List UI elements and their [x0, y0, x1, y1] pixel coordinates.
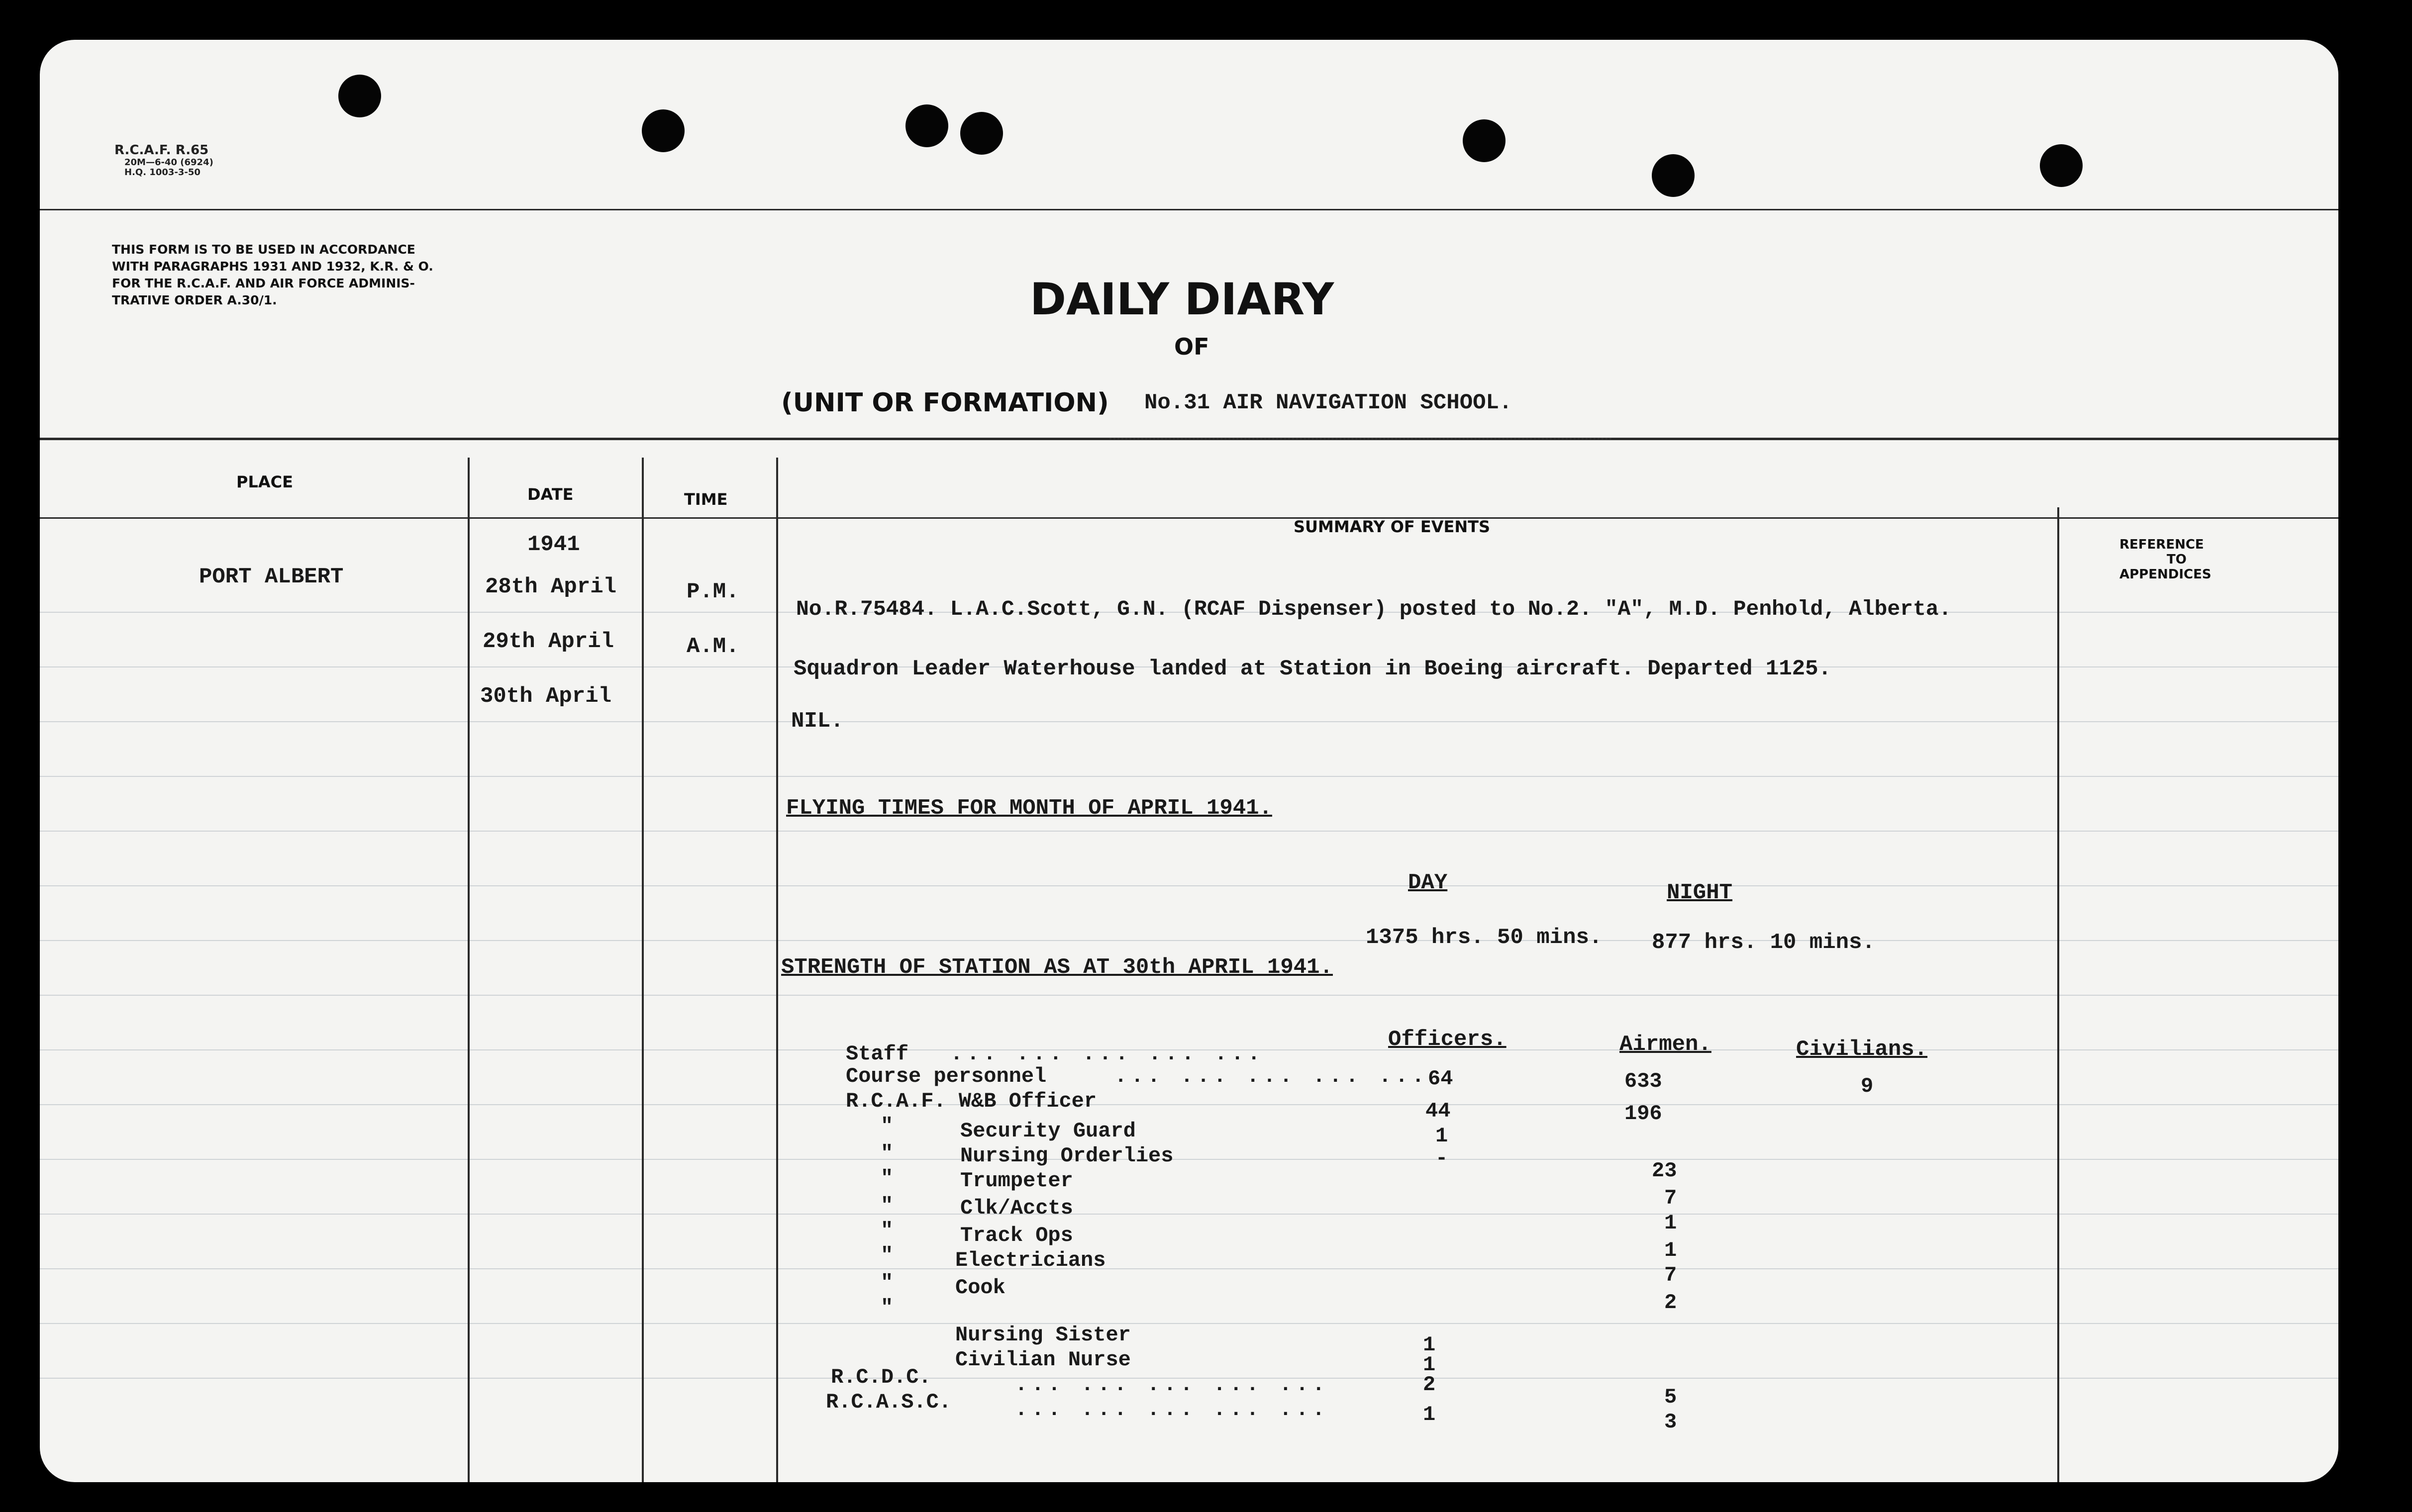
strength-airmen: 633 [1624, 1069, 1662, 1093]
strength-row-label: Electricians [955, 1248, 1106, 1272]
ruled-line [40, 721, 2338, 722]
ditto-mark: " [881, 1271, 894, 1295]
ditto-mark: " [881, 1194, 894, 1218]
usage-note-line: THIS FORM IS TO BE USED IN ACCORDANCE [112, 242, 415, 257]
strength-airmen: 7 [1664, 1263, 1677, 1287]
column-divider [776, 458, 778, 1482]
flying-times-heading: FLYING TIMES FOR MONTH OF APRIL 1941. [786, 796, 1272, 821]
ruled-line [40, 1323, 2338, 1324]
punch-hole [338, 75, 381, 117]
strength-row-label: Nursing Sister [955, 1323, 1131, 1347]
strength-officers: 1 [1435, 1124, 1448, 1148]
ditto-mark: " [881, 1296, 894, 1320]
unit-label: (UNIT OR FORMATION) [781, 388, 1109, 418]
column-header-reference: REFERENCE [2119, 537, 2204, 552]
entry-summary: NIL. [791, 709, 844, 734]
strength-officers: 1 [1423, 1333, 1436, 1357]
strength-airmen: 7 [1664, 1186, 1677, 1210]
form-sub-2: H.Q. 1003-3-50 [124, 167, 201, 178]
strength-officers: - [1435, 1146, 1448, 1170]
strength-row-label: Staff [846, 1042, 909, 1066]
ruled-line [40, 995, 2338, 996]
strength-officers: 44 [1425, 1099, 1451, 1123]
punch-hole [642, 109, 685, 152]
column-divider [642, 458, 644, 1482]
flying-night-value: 877 hrs. 10 mins. [1652, 930, 1875, 955]
dot-leader: ... ... ... ... ... [950, 1042, 1264, 1066]
entry-date: 30th April [480, 684, 612, 709]
strength-airmen: 3 [1664, 1410, 1677, 1434]
column-header-place: PLACE [236, 472, 293, 491]
strength-officers: 64 [1428, 1067, 1453, 1091]
column-header-reference: TO [2167, 552, 2187, 567]
column-header-date: DATE [527, 485, 574, 504]
strength-row-label: Cook [955, 1276, 1005, 1300]
punch-hole [2040, 144, 2083, 187]
column-header-time: TIME [684, 490, 728, 509]
ruled-line [40, 885, 2338, 886]
entry-date: 29th April [483, 629, 614, 654]
ruled-line [40, 1104, 2338, 1105]
strength-col-airmen: Airmen. [1619, 1032, 1711, 1057]
strength-airmen: 5 [1664, 1385, 1677, 1409]
entry-place: PORT ALBERT [199, 565, 344, 589]
strength-col-officers: Officers. [1388, 1027, 1507, 1052]
strength-col-civilians: Civilians. [1796, 1037, 1928, 1062]
strength-officers: 1 [1423, 1403, 1436, 1426]
strength-row-label: Security Guard [960, 1119, 1136, 1143]
punch-hole [1652, 154, 1695, 197]
diary-page [40, 40, 2338, 1482]
strength-officers: 1 [1423, 1353, 1436, 1377]
header-rule [40, 209, 2338, 210]
strength-row-label: R.C.A.F. W&B Officer [846, 1089, 1097, 1113]
strength-row-label: Trumpeter [960, 1169, 1073, 1193]
title-of: OF [1174, 333, 1209, 360]
ruled-line [40, 1214, 2338, 1215]
entry-summary: No.R.75484. L.A.C.Scott, G.N. (RCAF Dispenser) posted to No.2. "A", M.D. Penhold, Alberta. [796, 597, 1952, 621]
usage-note-line: FOR THE R.C.A.F. AND AIR FORCE ADMINIS- [112, 276, 415, 290]
ditto-mark: " [881, 1141, 894, 1165]
flying-day-label: DAY [1408, 870, 1448, 895]
punch-hole [1463, 119, 1506, 162]
usage-note-line: WITH PARAGRAPHS 1931 AND 1932, K.R. & O. [112, 259, 433, 274]
ditto-mark: " [881, 1166, 894, 1190]
strength-row-label: Track Ops [960, 1224, 1073, 1247]
strength-airmen: 1 [1664, 1238, 1677, 1262]
punch-hole [960, 112, 1003, 155]
strength-row-label: Civilian Nurse [955, 1348, 1131, 1372]
ditto-mark: " [881, 1114, 894, 1138]
column-header-reference: APPENDICES [2119, 567, 2211, 582]
strength-heading: STRENGTH OF STATION AS AT 30th APRIL 1941. [781, 955, 1333, 980]
strength-civilians: 9 [1861, 1074, 1874, 1098]
column-header-summary: SUMMARY OF EVENTS [1294, 517, 1491, 536]
ruled-line [40, 1159, 2338, 1160]
strength-row-label: Nursing Orderlies [960, 1144, 1174, 1168]
strength-airmen: 23 [1652, 1159, 1677, 1183]
page-title: DAILY DIARY [1030, 274, 1334, 325]
strength-row-label: R.C.D.C. [831, 1365, 931, 1389]
dot-leader: ... ... ... ... ... [1015, 1398, 1329, 1421]
strength-officers: 2 [1423, 1373, 1436, 1397]
entry-year: 1941 [527, 532, 580, 557]
column-divider [468, 458, 470, 1482]
ruled-line [40, 831, 2338, 832]
dot-leader: ... ... ... ... ... [1114, 1064, 1428, 1088]
entry-summary: Squadron Leader Waterhouse landed at Station in Boeing aircraft. Departed 1125. [794, 657, 1831, 681]
entry-date: 28th April [485, 574, 617, 599]
flying-day-value: 1375 hrs. 50 mins. [1366, 925, 1603, 950]
form-number: R.C.A.F. R.65 [114, 143, 209, 158]
dot-leader: ... ... ... ... ... [1015, 1373, 1329, 1397]
strength-row-label: Clk/Accts [960, 1196, 1073, 1220]
strength-airmen: 196 [1624, 1102, 1662, 1126]
unit-value: No.31 AIR NAVIGATION SCHOOL. [1144, 390, 1512, 415]
column-header-rule [40, 517, 2338, 519]
flying-night-label: NIGHT [1667, 880, 1733, 905]
usage-note-line: TRATIVE ORDER A.30/1. [112, 293, 277, 307]
ditto-mark: " [881, 1243, 894, 1267]
punch-hole [905, 104, 948, 147]
strength-airmen: 1 [1664, 1211, 1677, 1235]
column-divider [2057, 507, 2059, 1482]
unit-dotted-line [1109, 438, 1612, 440]
strength-row-label: Course personnel [846, 1064, 1047, 1088]
ruled-line [40, 940, 2338, 941]
entry-time: P.M. [687, 579, 739, 604]
ditto-mark: " [881, 1219, 894, 1242]
form-sub-1: 20M—6-40 (6924) [124, 157, 213, 168]
strength-airmen: 2 [1664, 1291, 1677, 1315]
ruled-line [40, 776, 2338, 777]
strength-row-label: R.C.A.S.C. [826, 1390, 952, 1414]
ruled-line [40, 1268, 2338, 1269]
entry-time: A.M. [687, 634, 739, 659]
